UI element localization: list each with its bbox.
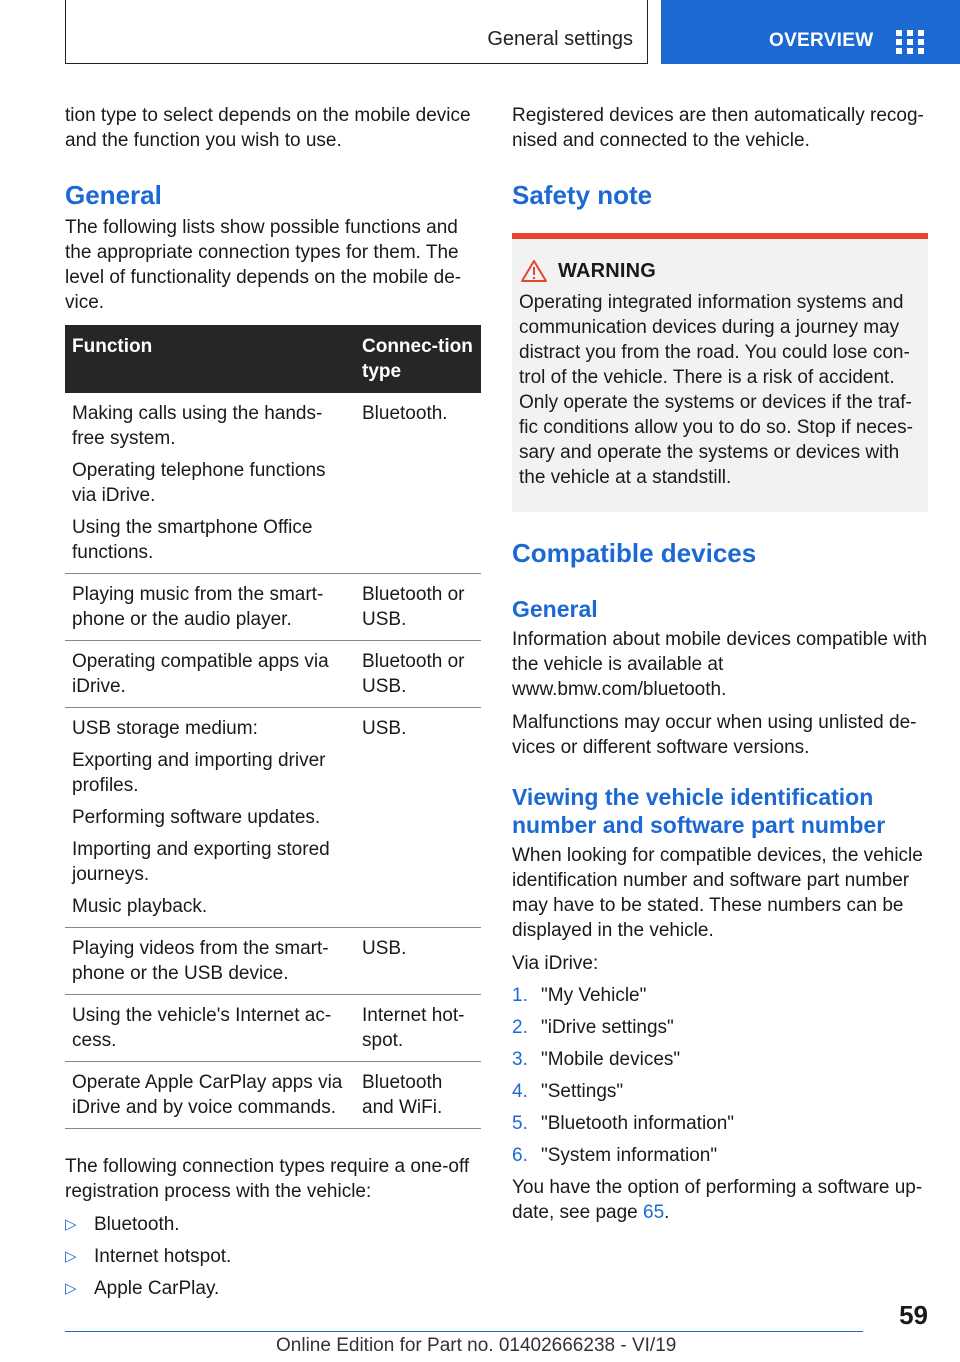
cell-connection-type: Bluetooth or USB. (355, 574, 481, 641)
overview-tab[interactable] (661, 0, 960, 64)
cell-connection-type: Bluetooth and WiFi. (355, 1062, 481, 1129)
page-number: 59 (899, 1300, 928, 1330)
function-line: Operate Apple CarPlay apps via iDrive and by voice commands. (72, 1072, 343, 1118)
function-line: Music playback. (72, 896, 208, 917)
list-item-text: Bluetooth. (94, 1214, 180, 1235)
idrive-steps (512, 983, 928, 1168)
table-row (65, 1062, 481, 1129)
function-line: Using the smartphone Office functions. (72, 517, 313, 563)
function-line: Playing music from the smart‐phone or the audio player. (72, 584, 324, 630)
warning-text: Operating integrated information systems and communication devices during a journey may distract you from the road. You could lose con‐trol of the vehicle. There is a risk of accident. Only operate the systems or devices if the traf‐fic conditions allow you to do so. Stop if neces‐sary and operate the systems or devices with the vehicle at a standstill. (519, 292, 913, 488)
step-number: 1. (512, 985, 528, 1006)
footer-divider (65, 1331, 863, 1332)
function-line: Exporting and importing driver profiles. (72, 750, 326, 796)
compat-text-2: Malfunctions may occur when using unlisted de‐vices or different software versions. (512, 712, 917, 758)
function-line: Performing software updates. (72, 807, 321, 828)
cell-function (65, 1062, 355, 1129)
left-column (65, 103, 481, 1308)
bullet-triangle-icon: ▷ (65, 1248, 77, 1265)
cell-function (65, 708, 355, 928)
general-text: The following lists show possible functions and the appropriate connection types for them. The level of functionality depends on the mobile de‐vice. (65, 217, 462, 313)
vin-text: When looking for compatible devices, the vehicle identification number and software part number may have to be stated. These numbers can be displayed in the vehicle. (512, 845, 923, 941)
step-item (512, 1047, 928, 1072)
step-item (512, 983, 928, 1008)
warning-box (512, 233, 928, 512)
registration-text: The following connection types require a one-off registration process with the vehicle: (65, 1156, 470, 1202)
cell-function (65, 995, 355, 1062)
step-text: "Mobile devices" (541, 1049, 681, 1070)
page-link[interactable]: 65 (643, 1202, 665, 1223)
list-item (65, 1276, 481, 1301)
cell-connection-type: Bluetooth. (355, 393, 481, 574)
cell-connection-type: USB. (355, 708, 481, 928)
software-update-text (512, 1175, 928, 1225)
function-line: Using the vehicle's Internet ac‐cess. (72, 1005, 332, 1051)
list-item-text: Apple CarPlay. (94, 1278, 220, 1299)
step-text: "Settings" (541, 1081, 624, 1102)
table-header-row (65, 325, 481, 393)
grid-icon (896, 30, 924, 54)
cell-connection-type: Bluetooth or USB. (355, 641, 481, 708)
function-line: Operating telephone functions via iDrive. (72, 460, 326, 506)
step-item (512, 1079, 928, 1104)
table-row (65, 708, 481, 928)
cell-function (65, 393, 355, 574)
table-body (65, 393, 481, 1129)
heading-general: General (65, 180, 162, 210)
heading-compatible-devices: Compatible devices (512, 538, 757, 568)
bullet-triangle-icon: ▷ (65, 1280, 77, 1297)
subheading-general: General (512, 596, 598, 622)
step-text: "Bluetooth information" (541, 1113, 735, 1134)
step-text: "iDrive settings" (541, 1017, 674, 1038)
step-item (512, 1015, 928, 1040)
bullet-triangle-icon: ▷ (65, 1216, 77, 1233)
step-item (512, 1143, 928, 1168)
table-row (65, 928, 481, 995)
cell-function (65, 574, 355, 641)
warning-title: WARNING (558, 259, 657, 282)
header-section-box (65, 0, 648, 64)
intro-text: tion type to select depends on the mobile device and the function you wish to use. (65, 105, 471, 151)
overview-tab-label: OVERVIEW (769, 30, 874, 51)
software-update-prefix: You have the option of performing a software up‐date, see page (512, 1177, 923, 1223)
cell-connection-type: Internet hot‐spot. (355, 995, 481, 1062)
step-number: 3. (512, 1049, 528, 1070)
cell-function (65, 928, 355, 995)
col-header-connection: Connec‐tion type (355, 325, 481, 393)
table-row (65, 995, 481, 1062)
function-line: Making calls using the hands-free system. (72, 403, 323, 449)
step-item (512, 1111, 928, 1136)
table-row (65, 641, 481, 708)
function-line: Importing and exporting stored journeys. (72, 839, 330, 885)
heading-vin: Viewing the vehicle identification number and software part number (512, 784, 886, 838)
col-header-function: Function (65, 325, 355, 393)
step-number: 5. (512, 1113, 528, 1134)
step-text: "System information" (541, 1145, 718, 1166)
list-item (65, 1212, 481, 1237)
step-number: 6. (512, 1145, 528, 1166)
list-item (65, 1244, 481, 1269)
warning-header (519, 259, 921, 283)
via-idrive: Via iDrive: (512, 953, 599, 974)
function-line: USB storage medium: (72, 718, 258, 739)
compat-text-1: Information about mobile devices compatible with the vehicle is available at www.bmw.com/bluetooth. (512, 629, 928, 700)
table-row (65, 393, 481, 574)
step-number: 2. (512, 1017, 528, 1038)
right-column (512, 103, 928, 1225)
step-text: "My Vehicle" (541, 985, 647, 1006)
warning-triangle-icon (520, 259, 548, 283)
registration-list (65, 1212, 481, 1301)
function-line: Operating compatible apps via iDrive. (72, 651, 329, 697)
footer-edition: Online Edition for Part no. 01402666238 - VI/19 (276, 1335, 677, 1356)
heading-safety-note: Safety note (512, 180, 653, 210)
list-item-text: Internet hotspot. (94, 1246, 232, 1267)
table-row (65, 574, 481, 641)
right-intro-text: Registered devices are then automatically recog‐nised and connected to the vehicle. (512, 105, 924, 151)
step-number: 4. (512, 1081, 528, 1102)
section-title: General settings (487, 28, 633, 50)
function-line: Playing videos from the smart‐phone or the USB device. (72, 938, 329, 984)
cell-function (65, 641, 355, 708)
function-table (65, 325, 481, 1129)
software-update-end: . (664, 1202, 670, 1223)
cell-connection-type: USB. (355, 928, 481, 995)
